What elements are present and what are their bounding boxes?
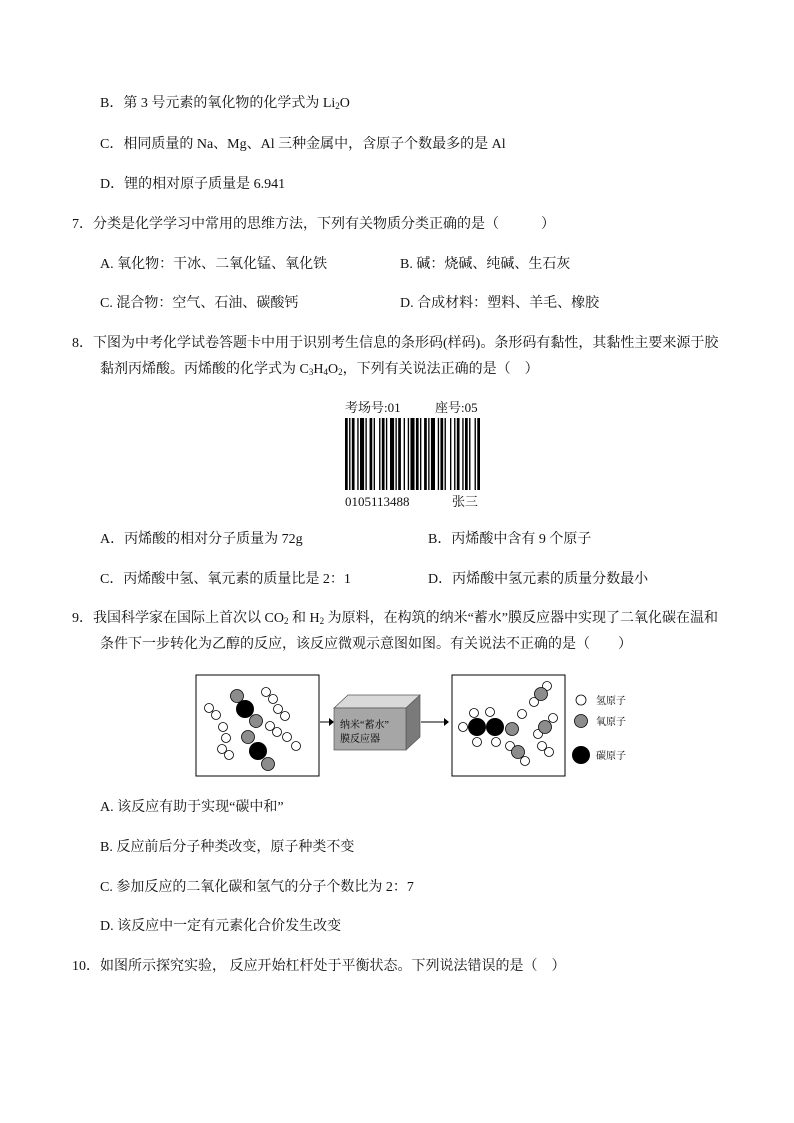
q7-option-c: C. 混合物：空气、石油、碳酸钙 (100, 296, 299, 311)
oxygen-atom (262, 758, 275, 771)
hydrogen-atom (473, 738, 482, 747)
q8-option-b: B．丙烯酸中含有 9 个原子 (428, 532, 592, 547)
barcode-bar (454, 418, 455, 490)
hydrogen-atom (486, 708, 495, 717)
water-molecule (534, 714, 558, 739)
barcode-bar (450, 418, 451, 490)
q6-option-c: C．相同质量的 Na、Mg、Al 三种金属中，含原子个数最多的是 Al (100, 137, 506, 152)
q7-option-a: A. 氧化物：干冰、二氧化锰、氧化铁 (100, 257, 328, 272)
q8-option-d: D．丙烯酸中氢元素的质量分数最小 (428, 572, 649, 587)
barcode-bar (398, 418, 401, 490)
barcode-bar (360, 418, 364, 490)
hydrogen-atom (225, 751, 234, 760)
q9-option-b: B. 反应前后分子种类改变，原子种类不变 (100, 840, 355, 855)
hydrogen-atom (292, 742, 301, 751)
hydrogen-atom (212, 711, 221, 720)
carbon-atom (236, 700, 254, 718)
q9-stem-tail: 为原料，在构筑的纳米“蓄水”膜反应器中实现了二氧化碳在温和 (324, 611, 719, 626)
q8-stem-line1: 8．下图为中考化学试卷答题卡中用于识别考生信息的条形码(样码)。条形码有黏性，其黏性主要来源于胶 (72, 336, 719, 351)
hydrogen-atom (222, 734, 231, 743)
barcode-bar (428, 418, 429, 490)
water-molecule (530, 682, 552, 707)
legend-oxygen-label: 氧原子 (596, 717, 626, 728)
barcode-bar (420, 418, 421, 490)
barcode-bar (462, 418, 463, 490)
barcode-bar (345, 418, 348, 490)
barcode-bar (370, 418, 373, 490)
oxygen-atom (512, 746, 525, 759)
q9-option-a: A. 该反应有助于实现“碳中和” (100, 800, 284, 815)
q9-stem-text: 9．我国科学家在国际上首次以 CO (72, 611, 284, 626)
arrow-head-icon (329, 718, 334, 726)
hydrogen-atom (518, 710, 527, 719)
subscript: 3 (308, 367, 314, 377)
water-molecule (506, 742, 530, 766)
formula-part: H (313, 362, 324, 377)
q6-option-b-text: B．第 3 号元素的氧化物的化学式为 Li (100, 96, 336, 111)
co2-molecule (231, 690, 263, 728)
q9-stem-line1 (72, 609, 718, 629)
q10-stem: 10．如图所示探究实验， 反应开始杠杆处于平衡状态。下列说法错误的是（ ） (72, 959, 566, 974)
subscript: 2 (319, 616, 325, 626)
q8-stem-tail: ，下列有关说法正确的是（ ） (342, 362, 539, 377)
legend-carbon-label: 碳原子 (596, 751, 626, 762)
legend-hydrogen-icon (576, 695, 586, 705)
oxygen-atom (242, 731, 255, 744)
barcode-bar (352, 418, 355, 490)
hydrogen-atom (459, 723, 468, 732)
barcode-bar (374, 418, 375, 490)
barcode-bar (404, 418, 405, 490)
oxygen-atom (539, 721, 552, 734)
q9-option-d: D. 该反应中一定有元素化合价发生改变 (100, 919, 342, 934)
q9-option-c: C. 参加反应的二氧化碳和氢气的分子个数比为 2：7 (100, 880, 414, 895)
barcode-bar (395, 418, 396, 490)
barcode-bar (440, 418, 443, 490)
barcode-bar (349, 418, 350, 490)
barcode-bar (410, 418, 414, 490)
barcode-bar (477, 418, 480, 490)
hydrogen-atom (219, 723, 228, 732)
ethanol-molecule (459, 708, 527, 747)
barcode-bar (457, 418, 460, 490)
q6-option-d: D．锂的相对原子质量是 6.941 (100, 177, 286, 192)
formula-part: O (327, 362, 339, 377)
barcode-image (345, 418, 480, 490)
reactor-label-line1: 纳米“蓄水” (340, 720, 389, 731)
hydrogen-atom (283, 733, 292, 742)
barcode-bar (438, 418, 439, 490)
atom-legend (572, 694, 626, 764)
barcode-bar (390, 418, 394, 490)
subscript: 4 (323, 367, 328, 377)
oxygen-atom (231, 690, 244, 703)
barcode-bar (469, 418, 470, 490)
subscript: 2 (335, 101, 340, 111)
reaction-diagram (190, 670, 640, 782)
barcode-number: 0105113488 (345, 494, 410, 509)
q8-stem-text: 黏剂丙烯酸。丙烯酸的化学式为 C (100, 362, 309, 377)
h2-molecule (538, 742, 554, 757)
q7-option-b: B. 碱：烧碱、纯碱、生石灰 (400, 257, 571, 272)
carbon-atom (468, 718, 486, 736)
hydrogen-atom (521, 757, 530, 766)
q6-option-b-tail: O (339, 96, 350, 111)
hydrogen-atom (274, 705, 283, 714)
hydrogen-atom (269, 695, 278, 704)
barcode-bar (386, 418, 387, 490)
barcode-seat: 座号:05 (435, 400, 478, 415)
hydrogen-atom (492, 738, 501, 747)
hydrogen-atom (470, 709, 479, 718)
legend-oxygen-icon (575, 715, 588, 728)
q8-option-c: C．丙烯酸中氢、氧元素的质量比是 2：1 (100, 572, 351, 587)
barcode-name: 张三 (452, 494, 479, 509)
barcode-exam-room: 考场号:01 (345, 400, 401, 415)
hydrogen-atom (281, 712, 290, 721)
hydrogen-atom (273, 728, 282, 737)
hydrogen-atom (545, 748, 554, 757)
oxygen-atom (250, 715, 263, 728)
q8-stem-line2 (100, 360, 539, 380)
membrane-reactor (334, 695, 420, 750)
hydrogen-atom (549, 714, 558, 723)
barcode-bar (379, 418, 380, 490)
legend-carbon-icon (572, 746, 590, 764)
barcode-bar (431, 418, 435, 490)
barcode-bar (382, 418, 385, 490)
barcode-bar (416, 418, 419, 490)
barcode-bar (475, 418, 476, 490)
carbon-atom (486, 718, 504, 736)
barcode-bar (445, 418, 446, 490)
barcode-bar (365, 418, 366, 490)
q6-option-b (100, 94, 350, 114)
barcode-bar (357, 418, 358, 490)
q8-option-a: A．丙烯酸的相对分子质量为 72g (100, 532, 303, 547)
co2-molecule (242, 731, 275, 771)
oxygen-atom (506, 723, 519, 736)
barcode-bar (465, 418, 468, 490)
reactor-label-line2: 膜反应器 (340, 734, 380, 745)
legend-hydrogen-label: 氢原子 (596, 696, 626, 707)
hydrogen-atom (205, 704, 214, 713)
q7-option-d: D. 合成材料：塑料、羊毛、橡胶 (400, 296, 600, 311)
formula-part: 和 H (288, 611, 320, 626)
barcode-bar (424, 418, 427, 490)
oxygen-atom (535, 688, 548, 701)
carbon-atom (249, 742, 267, 760)
q7-stem: 7．分类是化学学习中常用的思维方法，下列有关物质分类正确的是（ ） (72, 217, 555, 232)
hydrogen-atom (262, 688, 271, 697)
barcode-bar (408, 418, 409, 490)
q9-stem-line2: 条件下一步转化为乙醇的反应，该反应微观示意图如图。有关说法不正确的是（ ） (100, 637, 632, 652)
subscript: 2 (283, 616, 289, 626)
arrow-head-icon (444, 718, 449, 726)
reactor-top-face (334, 695, 420, 708)
subscript: 2 (338, 367, 343, 377)
